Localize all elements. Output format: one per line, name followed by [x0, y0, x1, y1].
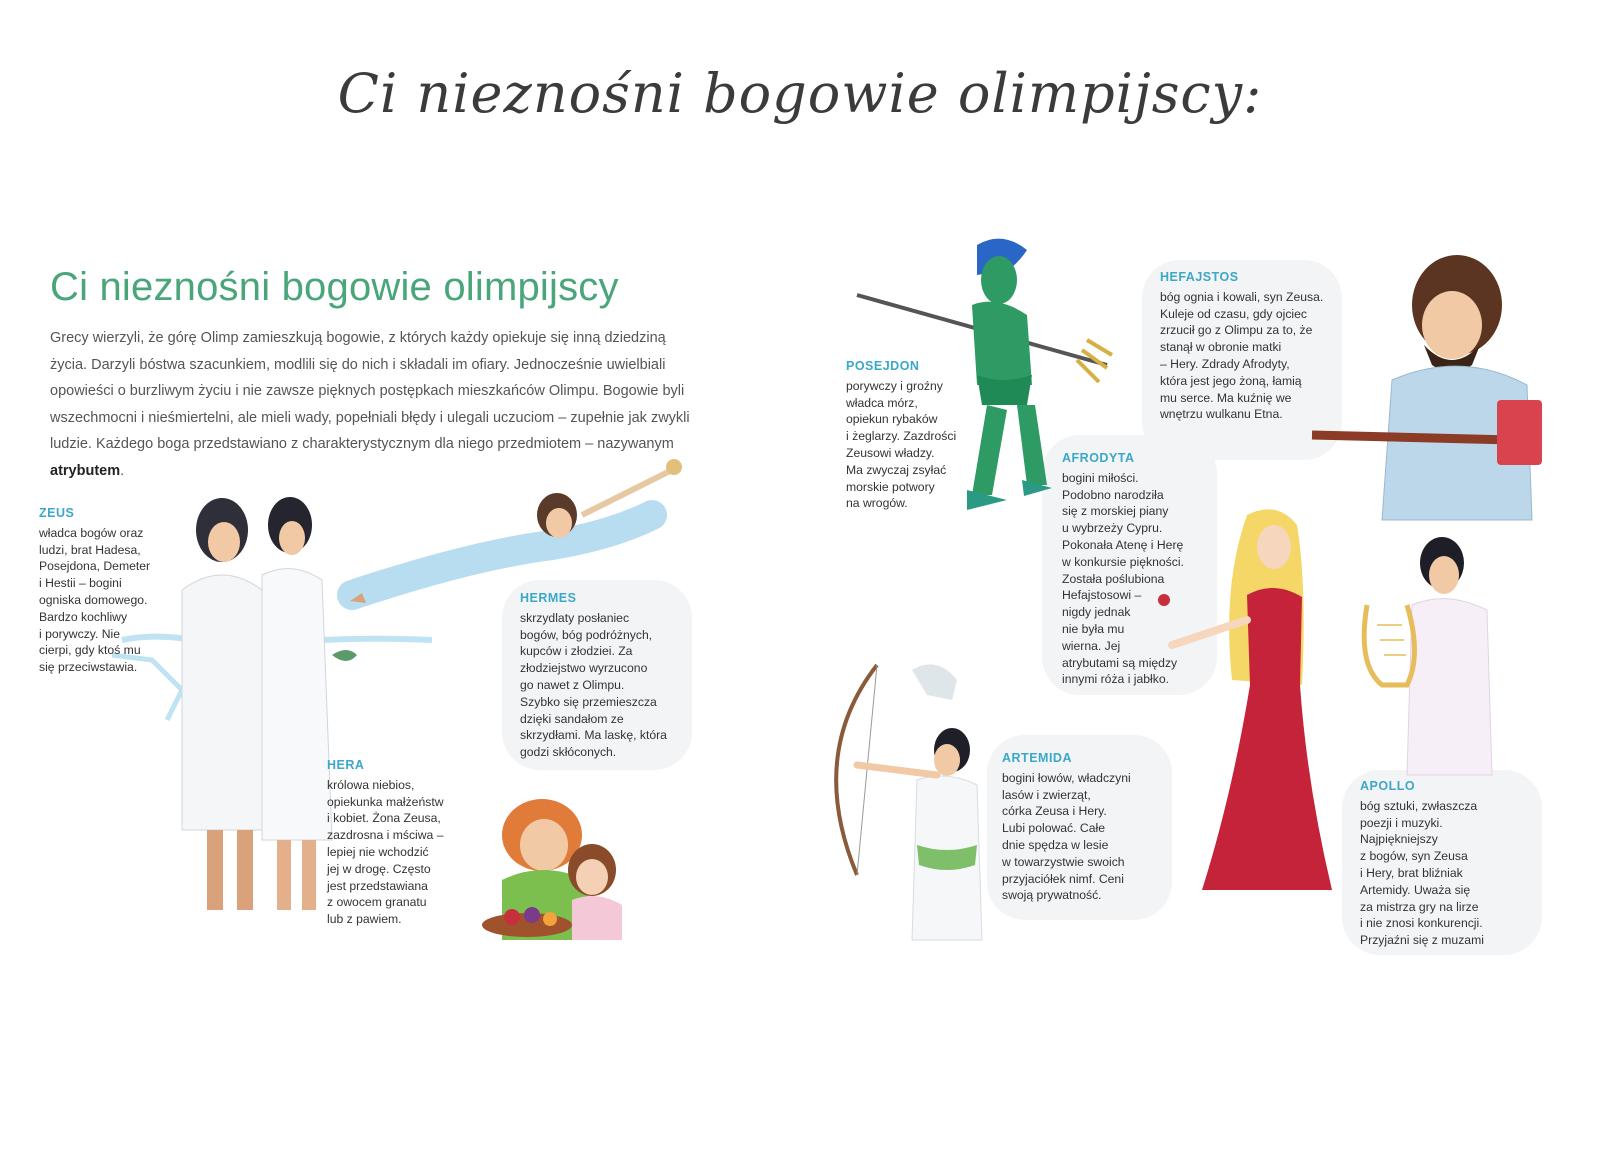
god-description: skrzydlaty posłaniec bogów, bóg podróżnych, kupców i złodziei. Za złodziejstwo wyrzucono go nawet z Olimpu. Szybko się przemieszcza dzięki sandałom ze skrzydłami. Ma laskę, która godzi skłóconych. — [520, 610, 667, 760]
god-card-zeus — [39, 505, 174, 676]
god-name: APOLLO — [1360, 779, 1416, 793]
god-name: POSEJDON — [846, 359, 920, 373]
god-description: królowa niebios, opiekunka małżeństw i kobiet. Żona Zeusa, zazdrosna i mściwa – lepiej nie wchodzić jej w drogę. Często jest przedstawiana z owocem granatu lub z pawiem. — [327, 777, 444, 927]
god-card-hermes — [520, 590, 695, 761]
afrodyta-illustration — [1192, 505, 1352, 905]
hefajstos-illustration — [1312, 250, 1552, 520]
god-name: HEFAJSTOS — [1160, 270, 1239, 284]
intro-text: Grecy wierzyli, że górę Olimp zamieszkują bogowie, z których każdy opiekuje się inną dziedziną życia. Darzyli bóstwa szacunkiem, modlili się do nich i składali im ofiary. Jednocześnie uwielbiali opowieści o burzliwym życiu i nie zawsze pięknych postępkach mieszkańców Olimpu. Bogowie byli wszechmocni i nieśmiertelni, ale mieli wady, popełniali błędy i ulegali uczuciom – zupełnie jak zwykli ludzie. Każdego boga przedstawiano z charakterystycznym dla niego przedmiotem – nazywanym — [50, 330, 690, 452]
handwritten-title: Ci nieznośni bogowie olimpijscy: — [337, 62, 1263, 125]
intro-paragraph: Grecy wierzyli, że górę Olimp zamieszkują bogowie, z których każdy opiekuje się inną dziedziną życia. Darzyli bóstwa szacunkiem, modlili się do nich i składali im ofiary. Jednocześnie uwielbiali opowieści o burzliwym życiu i nie zawsze pięknych postępkach mieszkańców Olimpu. Bogowie byli wszechmocni i nieśmiertelni, ale mieli wady, popełniali błędy i ulegali uczuciom – zupełnie jak zwykli ludzie. Każdego boga przedstawiano z charakterystycznym dla niego przedmiotem – nazywanym atrybutem. — [50, 330, 690, 479]
apollo-illustration — [1362, 535, 1512, 780]
hera-child-illustration — [472, 795, 642, 940]
god-card-posejdon — [846, 358, 976, 512]
god-description: bóg ognia i kowali, syn Zeusa. Kuleje od czasu, gdy ojciec zrzucił go z Olimpu za to, że stanął w obronie matki – Hery. Zdrady Afrodyty, która jest jego żoną, łamią mu serce. Ma kuźnię we wnętrzu wulkanu Etna. — [1160, 289, 1324, 422]
artemida-illustration — [817, 655, 1007, 940]
god-name: HERMES — [520, 591, 577, 605]
god-description: bogini łowów, władczyni lasów i zwierząt, córka Zeusa i Hery. Lubi polować. Całe dnie spędza w lesie w towarzystwie swoich przyjaciółek nimf. Ceni swoją prywatność. — [1002, 770, 1131, 903]
intro-bold-term: atrybutem — [50, 462, 121, 479]
god-description: władca bogów oraz ludzi, brat Hadesa, Posejdona, Demeter i Hestii – bogini ogniska domowego. Bardzo kochliwy i porywczy. Nie cierpi, gdy ktoś mu się przeciwstawia. — [39, 525, 151, 675]
page-heading: Ci nieznośni bogowie olimpijscy — [50, 265, 619, 309]
god-card-afrodyta — [1062, 450, 1202, 688]
textbook-page — [22, 235, 1562, 955]
god-description: porywczy i groźny władca mórz, opiekun rybaków i żeglarzy. Zazdrości Zeusowi władzy. Ma zwyczaj zsyłać morskie potwory na wrogów. — [846, 378, 957, 511]
god-name: AFRODYTA — [1062, 451, 1135, 465]
god-name: HERA — [327, 758, 365, 772]
god-description: bóg sztuki, zwłaszcza poezji i muzyki. Najpiękniejszy z bogów, syn Zeusa i Hery, brat bliźniak Artemidy. Uważa się za mistrza gry na lirze i nie znosi konkurencji. Przyjaźni się z muzami — [1360, 798, 1484, 948]
god-name: ZEUS — [39, 506, 75, 520]
god-card-apollo — [1360, 778, 1530, 948]
god-card-hera — [327, 757, 467, 928]
god-card-hefajstos — [1160, 269, 1345, 423]
god-name: ARTEMIDA — [1002, 751, 1072, 765]
god-card-artemida — [1002, 750, 1152, 904]
god-description: bogini miłości. Podobno narodziła się z morskiej piany u wybrzeży Cypru. Pokonała Atenę i Herę w konkursie piękności. Została poślubiona Hefajstosowi – nigdy jednak nie była mu wierna. Jej atrybutami są między innymi róża i jabłko. — [1062, 470, 1184, 687]
